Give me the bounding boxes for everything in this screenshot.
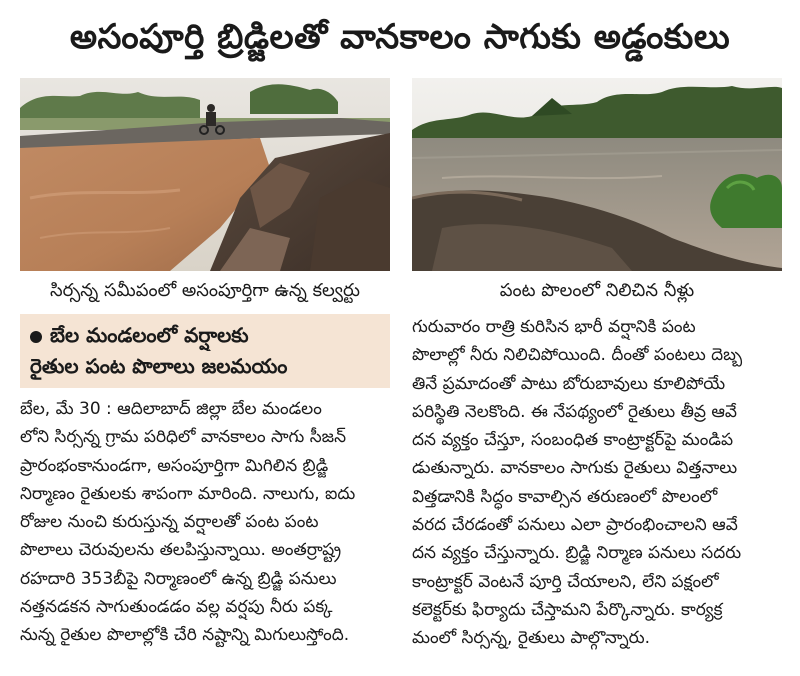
text-line: వరద చేరడంతో పనులు ఎలా ప్రారంభించాలని ఆవే (412, 515, 738, 536)
highlight-text-1: బేల మండలంలో వర్షాలకు (50, 323, 249, 347)
text-line: తినే ప్రమాదంతో పాటు బోరుబావులు కూలిపోయే (412, 373, 726, 394)
text-line: బేల, మే 30 : ఆదిలాబాద్ జిల్లా బేల మండలం (20, 399, 322, 419)
photo-caption-right: పంట పొలంలో నిలిచిన నీళ్లు (499, 280, 695, 301)
photo-caption-left: సిర్సన్న సమీపంలో అసంపూర్తిగా ఉన్న కల్వర్టు (50, 280, 360, 301)
text-line: డుతున్నారు. వానకాలం సాగుకు రైతులు విత్తనాలు (412, 458, 738, 479)
text-line: పొలాల్లో నీరు నిలిచిపోయింది. దీంతో పంటలు దెబ్బ (412, 345, 743, 366)
text-line: పరిస్థితి నెలకొంది. ఈ నేపథ్యంలో రైతులు తీవ్ర ఆవే (412, 401, 738, 422)
bullet-icon (30, 331, 42, 343)
text-line: విత్తడానికి సిద్ధం కావాల్సిన తరుణంలో పొలంలో (412, 486, 718, 507)
text-line: కాంట్రాక్టర్ వెంటనే పూర్తి చేయాలని, లేని పక్షంలో (412, 571, 719, 592)
text-line: గురువారం రాత్రి కురిసిన భారీ వర్షానికి పంట (412, 317, 696, 337)
highlight-line-1 (30, 320, 380, 351)
text-line: నిర్మాణం రైతులకు శాపంగా మారింది. నాలుగు, ఐదు (20, 483, 356, 504)
text-line: పొలాలు చెరువులను తలపిస్తున్నాయి. అంతర్రాష్ట్ర (20, 540, 342, 561)
text-line: రహదారి 353బీపై నిర్మాణంలో ఉన్న బ్రిడ్జి పనులు (20, 568, 337, 589)
flooded-field-photo (412, 78, 782, 271)
text-line: దన వ్యక్తం చేస్తూ, సంబంధిత కాంట్రాక్టర్‌పై మండిప (412, 430, 734, 451)
headline: అసంపూర్తి బ్రిడ్జిలతో వానకాలం సాగుకు అడ్డంకులు (69, 17, 731, 57)
highlight-box (20, 314, 390, 388)
text-line: లోని సిర్సన్న గ్రామ పరిధిలో వానకాలం సాగు సీజన్ (20, 427, 347, 448)
text-line: మంలో సిర్సన్న, రైతులు పాల్గొన్నారు. (412, 628, 651, 649)
text-line: నత్తనడకన సాగుతుండడం వల్ల వర్షపు నీరు పక్క (20, 597, 333, 618)
article-column-left (20, 395, 390, 650)
text-line: ప్రారంభంకానుండగా, అసంపూర్తిగా మిగిలిన బ్రిడ్జి (20, 455, 329, 476)
article-column-right (412, 313, 782, 653)
text-line: కలెక్టర్‌కు ఫిర్యాదు చేస్తామని పేర్కొన్నారు. కార్యక్ర (412, 599, 723, 620)
highlight-line-2: రైతుల పంట పొలాలు జలమయం (30, 354, 288, 378)
incomplete-culvert-photo (20, 78, 390, 271)
text-line: రోజుల నుంచి కురుస్తున్న వర్షాలతో పంట పంట (20, 512, 319, 533)
text-line: దన వ్యక్తం చేస్తున్నారు. బ్రిడ్జి నిర్మాణ పనులు సదరు (412, 543, 742, 564)
text-line: నున్న రైతుల పొలాల్లోకి చేరి నష్టాన్ని మిగులుస్తోంది. (20, 625, 350, 646)
